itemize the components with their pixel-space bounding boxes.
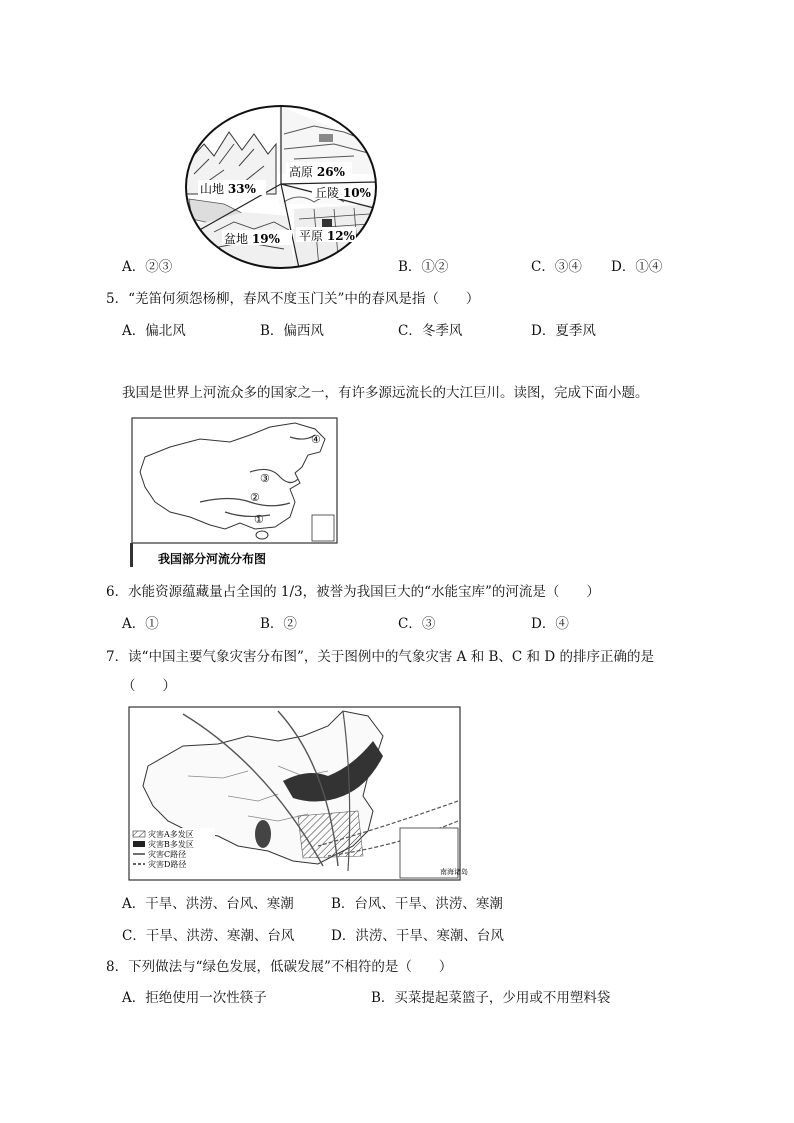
- disaster-map-inset-label: 南海诸岛: [440, 868, 468, 876]
- q7-option-a[interactable]: A．干旱、洪涝、台风、寒潮: [122, 896, 294, 912]
- q4-option-d[interactable]: D．①④: [611, 259, 663, 275]
- q8-option-b[interactable]: B．买菜提起菜篮子，少用或不用塑料袋: [371, 990, 611, 1006]
- pie-label-hills: 丘陵 10%: [315, 186, 371, 200]
- river-map-svg: [130, 417, 340, 569]
- legend-d: 灾害D路径: [148, 860, 187, 869]
- q8-stem: 8．下列做法与“绿色发展，低碳发展”不相符的是（ ）: [106, 959, 453, 975]
- disaster-map-figure: [128, 706, 468, 882]
- q6-stem: 6．水能资源蕴藏量占全国的 1/3，被誉为我国巨大的“水能宝库”的河流是（ ）: [106, 584, 600, 600]
- q4-option-c[interactable]: C．③④: [531, 259, 582, 275]
- terrain-pie-svg: [184, 104, 378, 270]
- legend-b: 灾害B多发区: [148, 840, 194, 849]
- q7-option-c[interactable]: C．干旱、洪涝、寒潮、台风: [122, 928, 295, 944]
- q6-option-c[interactable]: C．③: [398, 616, 436, 632]
- q5-option-b[interactable]: B．偏西风: [260, 323, 324, 339]
- q4-option-a[interactable]: A．②③: [122, 259, 173, 275]
- q5-stem: 5．“羌笛何须怨杨柳，春风不度玉门关”中的春风是指（ ）: [106, 291, 480, 307]
- river-marker-4: ④: [311, 433, 321, 446]
- q6-option-a[interactable]: A．①: [122, 616, 159, 632]
- q4-option-b[interactable]: B．①②: [398, 259, 449, 275]
- pie-label-plain: 平原 12%: [299, 229, 355, 243]
- legend-c: 灾害C路径: [148, 850, 187, 859]
- q6-option-b[interactable]: B．②: [260, 616, 297, 632]
- pie-label-plateau: 高原 26%: [289, 165, 345, 179]
- disaster-map-svg: [128, 706, 468, 882]
- river-map-caption: 我国部分河流分布图: [158, 552, 267, 566]
- river-marker-2: ②: [250, 491, 260, 504]
- q7-paren: （ ）: [122, 678, 176, 694]
- q5-option-c[interactable]: C．冬季风: [398, 323, 463, 339]
- river-marker-3: ③: [260, 472, 270, 485]
- river-map-figure: [130, 417, 340, 569]
- q7-option-b[interactable]: B．台风、干旱、洪涝、寒潮: [331, 896, 503, 912]
- terrain-pie-figure: [184, 104, 378, 270]
- q7-stem: 7．读“中国主要气象灾害分布图”，关于图例中的气象灾害 A 和 B、C 和 D 的排序正确的是: [106, 649, 654, 665]
- pie-label-mountain: 山地 33%: [200, 182, 256, 196]
- q5-option-a[interactable]: A．偏北风: [122, 323, 186, 339]
- legend-a: 灾害A多发区: [148, 830, 194, 839]
- river-intro: 我国是世界上河流众多的国家之一，有许多源远流长的大江巨川。读图，完成下面小题。: [122, 385, 649, 401]
- q6-option-d[interactable]: D．④: [531, 616, 569, 632]
- q5-option-d[interactable]: D．夏季风: [531, 323, 596, 339]
- pie-label-basin: 盆地 19%: [224, 232, 280, 246]
- river-marker-1: ①: [254, 513, 264, 526]
- q8-option-a[interactable]: A．拒绝使用一次性筷子: [122, 990, 267, 1006]
- q7-option-d[interactable]: D．洪涝、干旱、寒潮、台风: [331, 928, 504, 944]
